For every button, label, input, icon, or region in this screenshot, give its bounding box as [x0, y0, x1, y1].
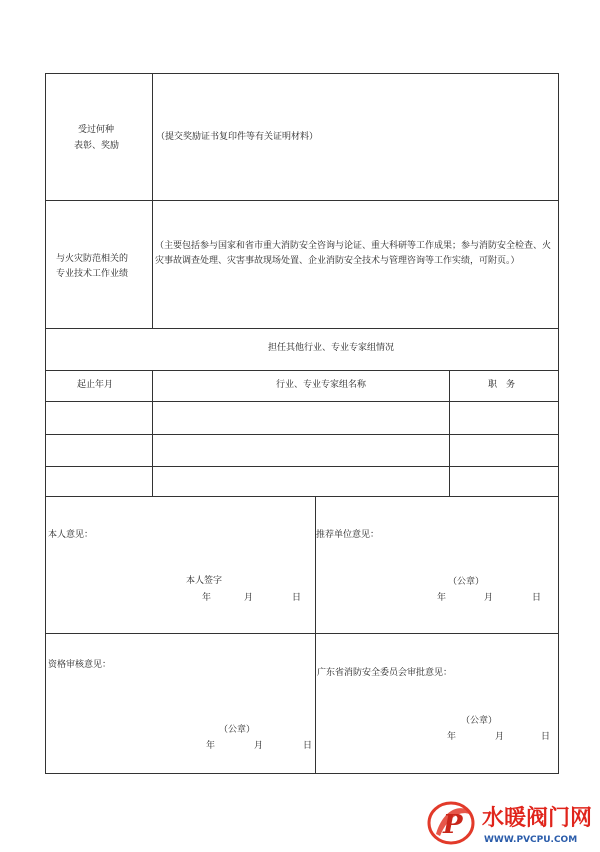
perf-label-line2: 专业技术工作业绩	[56, 269, 129, 279]
border-line	[558, 73, 559, 774]
date-day: 日	[303, 741, 313, 751]
border-line	[45, 328, 559, 329]
date-month: 月	[495, 732, 505, 742]
committee-opinion-label: 广东省消防安全委员会审批意见：	[317, 668, 453, 678]
date-day: 日	[532, 593, 542, 603]
self-sign-label: 本人签字	[186, 576, 223, 586]
border-line	[449, 370, 450, 497]
section-title: 担任其他行业、专业专家组情况	[268, 343, 395, 353]
site-watermark-logo	[426, 796, 598, 848]
border-line	[45, 73, 559, 74]
perf-note: （主要包括参与国家和省市重大消防安全咨询与论证、重大科研等工作成果；参与消防安全检查、火灾事故调查处理、灾害事故现场处置、企业消防安全技术与管理咨询等工作实绩，可附页。）	[155, 241, 552, 266]
site-name: 水暖阀门网	[482, 806, 593, 831]
border-line	[45, 773, 559, 774]
date-year: 年	[202, 593, 212, 603]
date-day: 日	[292, 593, 302, 603]
col-header-period: 起止年月	[77, 380, 114, 390]
awards-label-line1: 受过何种	[78, 125, 115, 135]
date-month: 月	[484, 593, 494, 603]
awards-label-line2: 表彰、奖励	[74, 141, 120, 151]
logo-letter: P	[443, 810, 463, 840]
perf-label-line1: 与火灾防范相关的	[56, 254, 129, 264]
date-year: 年	[206, 741, 216, 751]
border-line	[152, 370, 153, 497]
border-line	[45, 370, 559, 371]
date-year: 年	[437, 593, 447, 603]
border-line	[45, 633, 559, 634]
date-month: 月	[244, 593, 254, 603]
recommend-opinion-label: 推荐单位意见：	[316, 530, 380, 540]
border-line	[152, 73, 153, 329]
date-year: 年	[447, 732, 457, 742]
col-header-role: 职 务	[488, 380, 516, 390]
border-line	[45, 466, 559, 467]
col-header-group: 行业、专业专家组名称	[276, 380, 367, 390]
seal-label: （公章）	[448, 577, 485, 587]
awards-note: （提交奖励证书复印件等有关证明材料）	[156, 132, 319, 142]
self-opinion-label: 本人意见：	[48, 530, 94, 540]
date-day: 日	[541, 732, 551, 742]
border-line	[45, 200, 559, 201]
seal-label: （公章）	[461, 716, 498, 726]
site-url: WWW.PVCPU.COM	[484, 835, 578, 845]
border-line	[45, 496, 559, 497]
date-month: 月	[254, 741, 264, 751]
border-line	[45, 401, 559, 402]
seal-label: （公章）	[219, 725, 256, 735]
qual-opinion-label: 资格审核意见：	[48, 660, 112, 670]
border-line	[45, 73, 46, 774]
logo-emblem-icon	[426, 796, 598, 848]
border-line	[45, 434, 559, 435]
